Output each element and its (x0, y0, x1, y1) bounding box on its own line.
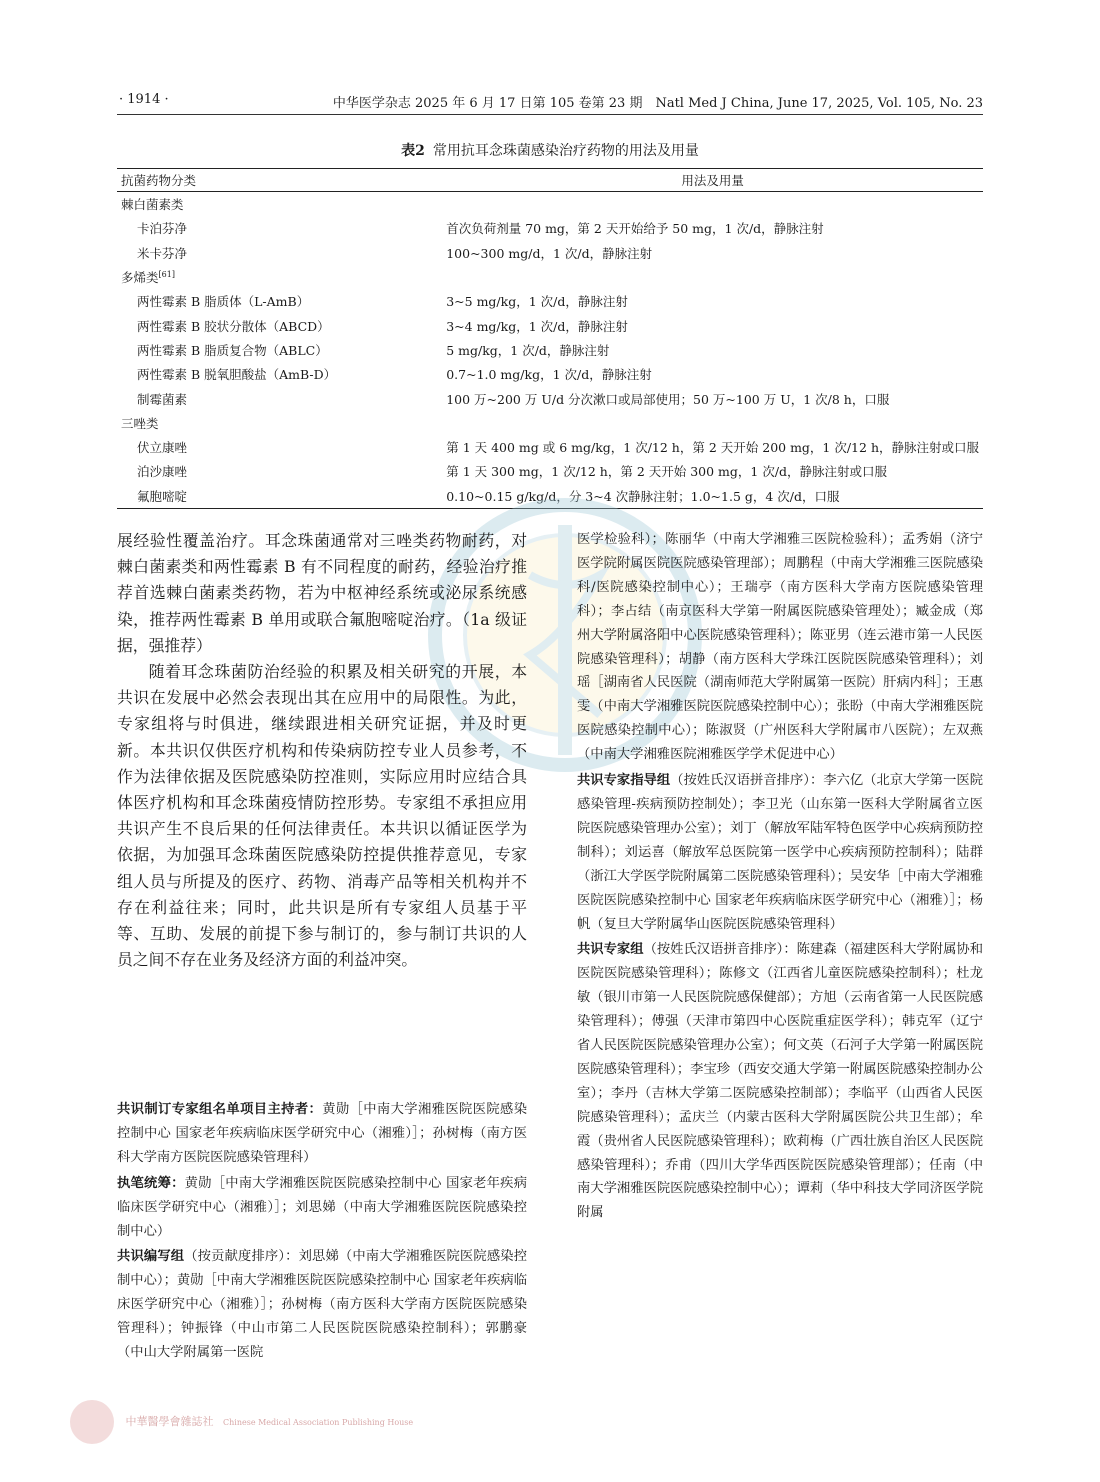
member-list-right (577, 528, 983, 1227)
table-row: 多烯类[61] (121, 269, 175, 286)
table-row: 泊沙康唑 第 1 天 300 mg，1 次/12 h，第 2 天开始 300 mg，1 次/d，静脉注射或口服 (137, 464, 888, 480)
table-row: 三唑类 (121, 415, 159, 431)
publisher-name: 中華醫學會雜誌社 (125, 1415, 214, 1428)
table-row: 卡泊芬净 首次负荷剂量 70 mg，第 2 天开始给予 50 mg，1 次/d，静脉注射 (137, 221, 824, 237)
guide-entry: 共识专家指导组（按姓氏汉语拼音排序）：李六亿（北京大学第一医院感染管理-疾病预防控制处）；李卫光（山东第一医科大学附属省立医院医院感染管理办公室）；刘丁（解放军陆军特色医学中心疾病预防控制科）；刘运喜（解放军总医院第一医学中心疾病预防控制科）；陆群（浙江大学医学院附属第二医院感染管理科）；吴安华［中南大学湘雅医院医院感染控制中心 国家老年疾病临床医学研究中心（湘雅）］；杨帆（复旦大学附属华山医院医院感染管理科） (577, 773, 983, 932)
host-entry: 共识制订专家组名单项目主持者：黄勋［中南大学湘雅医院医院感染控制中心 国家老年疾病临床医学研究中心（湘雅）］；孙树梅（南方医科大学南方医院医院感染管理科） (117, 1102, 528, 1165)
expert-entry: 共识专家组（按姓氏汉语拼音排序）：陈建森（福建医科大学附属协和医院医院感染管理科）；陈修文（江西省儿童医院感染控制科）；杜龙敏（银川市第一人民医院院感保健部）；方旭（云南省第一人民医院感染管理科）；傅强（天津市第四中心医院重症医学科）；韩克军（辽宁省人民医院医院感染管理办公室）；何文英（石河子大学第一附属医院医院感染管理科）；李宝珍（西安交通大学第一附属医院感染控制办公室）；李丹（吉林大学第二医院感染控制部）；李临平（山西省人民医院感染管理科）；孟庆兰（内蒙古医科大学附属医院公共卫生部）；牟霞（贵州省人民医院感染管理科）；欧莉梅（广西壮族自治区人民医院感染管理科）；乔甫（四川大学华西医院医院感染管理部）；任南（中南大学湘雅医院医院感染控制中心）；谭莉（华中科技大学同济医学院附属 (577, 942, 983, 1221)
table-title: 常用抗耳念珠菌感染治疗药物的用法及用量 (432, 143, 699, 159)
journal-citation: 中华医学杂志 2025 年 6 月 17 日第 105 卷第 23 期 Natl Med J China, June 17, 2025, Vol. 105, No. 23 (332, 96, 983, 111)
paragraph: 随着耳念珠菌防治经验的积累及相关研究的开展，本共识在发展中必然会表现出其在应用中的局限性。为此，专家组将与时俱进，继续跟进相关研究证据，并及时更新。本共识仅供医疗机构和传染病防控专业人员参考，不作为法律依据及医院感染防控准则，实际应用时应结合具体医疗机构和耳念珠菌疫情防控形势。专家组不承担应用共识产生不良后果的任何法律责任。本共识以循证医学为依据，为加强耳念珠菌医院感染防控提供推荐意见，专家组人员与所提及的医疗、药物、消毒产品等相关机构并不存在利益往来；同时，此共识是所有专家组人员基于平等、互助、发展的前提下参与制订的，参与制订共识的人员之间不存在业务及经济方面的利益冲突。 (117, 662, 527, 970)
table-row: 米卡芬净 100~300 mg/d，1 次/d，静脉注射 (137, 245, 653, 261)
publisher-logo (70, 1400, 413, 1444)
table-row: 两性霉素 B 胶状分散体（ABCD） 3~4 mg/kg，1 次/d，静脉注射 (137, 318, 628, 334)
table-header-dosage: 用法及用量 (442, 169, 983, 192)
table-caption (117, 140, 983, 160)
publisher-name-en: Chinese Medical Association Publishing House (223, 1418, 414, 1427)
drug-dosage-table (117, 168, 983, 509)
table-row: 氟胞嘧啶 0.10~0.15 g/kg/d，分 3~4 次静脉注射；1.0~1.5 g，4 次/d，口服 (117, 484, 983, 509)
writer-entry: 执笔统筹：黄勋［中南大学湘雅医院医院感染控制中心 国家老年疾病临床医学研究中心（湘雅）］；刘思娣（中南大学湘雅医院医院感染控制中心） (117, 1175, 528, 1239)
table-label: 表2 (401, 143, 425, 159)
group-entry-continued: 医学检验科）；陈丽华（中南大学湘雅三医院检验科）；孟秀娟（济宁医学院附属医院医院感染管理部）；周鹏程（中南大学湘雅三医院感染科/医院感染控制中心）；王瑞亭（南方医科大学南方医院感染管理科）；李占结（南京医科大学第一附属医院感染管理处）；臧金成（郑州大学附属洛阳中心医院感染管理科）；陈亚男（连云港市第一人民医院感染管理科）；胡静（南方医科大学珠江医院医院感染管理科）；刘瑶［湖南省人民医院（湖南师范大学附属第一医院）肝病内科］；王惠雯（中南大学湘雅医院医院感染控制中心）；张盼（中南大学湘雅医院医院感染控制中心）；陈淑贤（广州医科大学附属市八医院）；左双燕（中南大学湘雅医院湘雅医学学术促进中心） (577, 532, 983, 763)
table-row: 两性霉素 B 脱氧胆酸盐（AmB-D） 0.7~1.0 mg/kg，1 次/d，静脉注射 (137, 367, 652, 383)
main-text-left (117, 528, 527, 973)
publisher-emblem-icon (70, 1400, 114, 1444)
table-row: 两性霉素 B 脂质复合物（ABLC） 5 mg/kg，1 次/d，静脉注射 (137, 342, 610, 358)
table-header-category: 抗菌药物分类 (117, 169, 442, 192)
table-row: 制霉菌素 100 万~200 万 U/d 分次漱口或局部使用；50 万~100 万 U，1 次/8 h，口服 (137, 391, 890, 407)
member-list-left (117, 1098, 527, 1367)
table-row: 两性霉素 B 脂质体（L-AmB） 3~5 mg/kg，1 次/d，静脉注射 (137, 294, 628, 310)
table-row: 棘白菌素类 (121, 197, 184, 213)
table-row: 伏立康唑 第 1 天 400 mg 或 6 mg/kg，1 次/12 h，第 2 天开始 200 mg，1 次/12 h，静脉注射或口服 (137, 440, 979, 456)
group-entry: 共识编写组（按贡献度排序）：刘思娣（中南大学湘雅医院医院感染控制中心）；黄勋［中南大学湘雅医院医院感染控制中心 国家老年疾病临床医学研究中心（湘雅）］；孙树梅（南方医科大学南方医院医院感染管理科）；钟振锋（中山市第二人民医院医院感染控制科）；郭鹏豪（中山大学附属第一医院 (117, 1249, 528, 1361)
page-number: · 1914 · (119, 92, 169, 107)
citation-ref: [61] (158, 269, 175, 279)
paragraph: 展经验性覆盖治疗。耳念珠菌通常对三唑类药物耐药，对棘白菌素类和两性霉素 B 有不同程度的耐药，经验治疗推荐首选棘白菌素类药物，若为中枢神经系统或泌尿系统感染，推荐两性霉素 B 单用或联合氟胞嘧啶治疗。（1a 级证据，强推荐） (117, 531, 527, 655)
page-header (117, 88, 983, 115)
